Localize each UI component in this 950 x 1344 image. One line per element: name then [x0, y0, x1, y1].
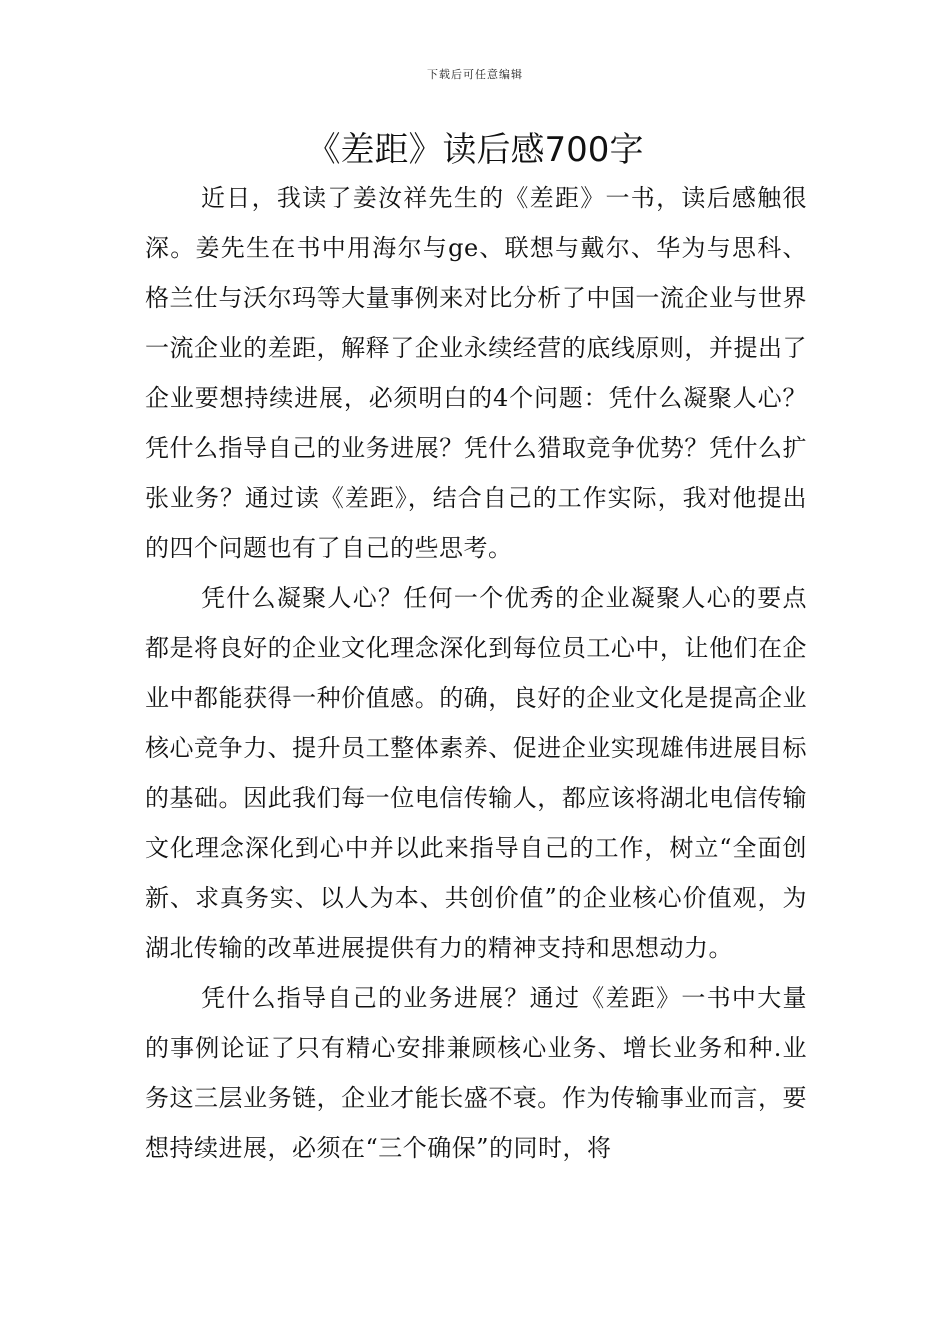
- paragraph-2: 凭什么凝聚人心？任何一个优秀的企业凝聚人心的要点都是将良好的企业文化理念深化到每位员工心中，让他们在企业中都能获得一种价值感。的确，良好的企业文化是提高企业核心竞争力、提升员工整体素养、促进企业实现雄伟进展目标的基础。因此我们每一位电信传输人，都应该将湖北电信传输文化理念深化到心中并以此来指导自己的工作，树立“全面创新、求真务实、以人为本、共创价值”的企业核心价值观，为湖北传输的改革进展提供有力的精神支持和思想动力。: [145, 584, 807, 962]
- paragraph-1: 近日，我读了姜汝祥先生的《差距》一书，读后感触很深。姜先生在书中用海尔与ge、联想与戴尔、华为与思科、格兰仕与沃尔玛等大量事例来对比分析了中国一流企业与世界一流企业的差距，解释了企业永续经营的底线原则，并提出了企业要想持续进展，必须明白的4个问题：凭什么凝聚人心？凭什么指导自己的业务进展？凭什么猎取竞争优势？凭什么扩张业务？通过读《差距》，结合自己的工作实际，我对他提出的四个问题也有了自己的些思考。: [145, 184, 807, 562]
- paragraph-3: 凭什么指导自己的业务进展？通过《差距》一书中大量的事例论证了只有精心安排兼顾核心业务、增长业务和种.业务这三层业务链，企业才能长盛不衰。作为传输事业而言，要想持续进展，必须在“三个确保”的同时，将: [145, 984, 807, 1162]
- header-note: 下载后可任意编辑: [427, 68, 523, 81]
- document-body: [145, 173, 807, 1173]
- document-title: 《差距》读后感700字: [306, 130, 644, 170]
